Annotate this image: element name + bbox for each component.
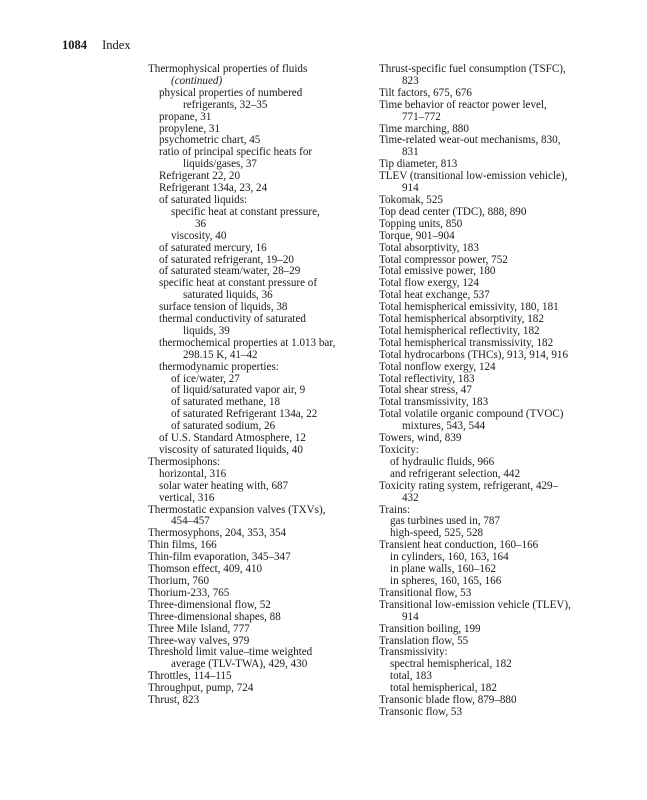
index-entry: Total hydrocarbons (THCs), 913, 914, 916 xyxy=(379,348,569,361)
index-subentry: 298.15 K, 41–42 xyxy=(183,348,258,361)
index-entry: Thin-film evaporation, 345–347 xyxy=(148,551,291,564)
index-entry: Total compressor power, 752 xyxy=(379,253,508,266)
index-entry: Transonic blade flow, 879–880 xyxy=(379,694,517,707)
index-entry: Total absorptivity, 183 xyxy=(379,241,479,254)
index-subentry: physical properties of numbered xyxy=(159,86,303,99)
index-entry: TLEV (transitional low-emission vehicle), xyxy=(379,170,568,183)
index-subentry: in plane walls, 160–162 xyxy=(390,563,496,576)
index-subentry: 914 xyxy=(402,182,419,195)
index-entry: Thermosyphons, 204, 353, 354 xyxy=(148,527,287,540)
index-subentry: propane, 31 xyxy=(159,110,212,123)
index-entry: Time-related wear-out mechanisms, 830, xyxy=(379,134,561,147)
index-subentry: of saturated steam/water, 28–29 xyxy=(159,265,301,278)
index-entry: Three-way valves, 979 xyxy=(148,634,250,647)
index-subentry: 432 xyxy=(402,491,419,504)
index-entry: Transmissivity: xyxy=(379,646,448,659)
index-entry: Transition boiling, 199 xyxy=(379,622,481,635)
index-subentry: solar water heating with, 687 xyxy=(159,479,289,492)
index-subentry: liquids/gases, 37 xyxy=(183,158,257,171)
index-entry: Thin films, 166 xyxy=(148,539,217,552)
index-entry: Top dead center (TDC), 888, 890 xyxy=(379,205,527,218)
index-entry: Total hemispherical emissivity, 180, 181 xyxy=(379,301,559,314)
index-entry: Total volatile organic compound (TVOC) xyxy=(379,408,564,421)
index-subentry: 914 xyxy=(402,610,419,623)
index-entry: Throughput, pump, 724 xyxy=(148,682,254,695)
index-subentry: 454–457 xyxy=(171,515,210,528)
index-entry: Tokomak, 525 xyxy=(379,193,443,206)
running-header xyxy=(62,38,131,52)
index-subentry: horizontal, 316 xyxy=(159,467,227,480)
index-entry: Total emissive power, 180 xyxy=(379,265,496,278)
index-subentry: saturated liquids, 36 xyxy=(183,289,273,302)
index-entry: Transient heat conduction, 160–166 xyxy=(379,539,539,552)
index-entry: Total hemispherical transmissivity, 182 xyxy=(379,336,554,349)
index-subentry: surface tension of liquids, 38 xyxy=(159,301,288,314)
index-entry: Trains: xyxy=(379,503,411,516)
index-subentry: viscosity of saturated liquids, 40 xyxy=(159,444,303,456)
index-subentry: psychometric chart, 45 xyxy=(159,134,261,147)
index-entry: Transitional low-emission vehicle (TLEV), xyxy=(379,598,571,611)
index-entry: Time behavior of reactor power level, xyxy=(379,98,547,111)
index-subentry: thermal conductivity of saturated xyxy=(159,313,306,326)
index-entry: Total hemispherical absorptivity, 182 xyxy=(379,313,544,326)
index-subentry: 823 xyxy=(402,74,419,87)
section-title: Index xyxy=(102,38,131,52)
index-subentry: of saturated methane, 18 xyxy=(171,396,281,409)
index-subentry: of saturated sodium, 26 xyxy=(171,420,276,433)
index-subentry: of liquid/saturated vapor air, 9 xyxy=(171,384,306,397)
index-entry: Tip diameter, 813 xyxy=(379,158,458,171)
index-subentry: Refrigerant 134a, 23, 24 xyxy=(159,182,268,195)
index-entry: Torque, 901–904 xyxy=(379,229,455,242)
index-entry: Thrust, 823 xyxy=(148,694,200,707)
index-subentry: vertical, 316 xyxy=(159,491,215,504)
index-entry: Transonic flow, 53 xyxy=(379,705,462,718)
index-entry: Thomson effect, 409, 410 xyxy=(148,563,263,576)
index-subentry: 831 xyxy=(402,146,419,159)
index-subentry: mixtures, 543, 544 xyxy=(402,420,486,433)
index-entry: Total reflectivity, 183 xyxy=(379,372,475,385)
index-subentry: thermodynamic properties: xyxy=(159,360,279,373)
index-column-right xyxy=(379,64,601,719)
index-subentry: of hydraulic fluids, 966 xyxy=(390,455,495,468)
index-subentry: specific heat at constant pressure, xyxy=(171,205,320,218)
page-number: 1084 xyxy=(62,38,87,52)
index-entry: Towers, wind, 839 xyxy=(379,432,462,445)
index-subentry: ratio of principal specific heats for xyxy=(159,146,313,159)
index-entry: Tilt factors, 675, 676 xyxy=(379,86,472,99)
index-entry: Throttles, 114–115 xyxy=(148,670,232,683)
index-subentry: gas turbines used in, 787 xyxy=(390,515,501,528)
index-entry: Thermosiphons: xyxy=(148,455,221,468)
index-subentry: (continued) xyxy=(171,74,223,87)
index-entry: Thorium-233, 765 xyxy=(148,586,230,599)
index-entry: Time marching, 880 xyxy=(379,122,469,135)
index-entry: Three Mile Island, 777 xyxy=(148,622,250,635)
index-entry: Thermophysical properties of fluids xyxy=(148,63,308,75)
index-subentry: of saturated Refrigerant 134a, 22 xyxy=(171,408,318,421)
index-subentry: 771–772 xyxy=(402,110,441,123)
index-subentry: in spheres, 160, 165, 166 xyxy=(390,574,502,587)
index-entry: Total heat exchange, 537 xyxy=(379,289,490,302)
index-subentry: total hemispherical, 182 xyxy=(390,682,497,695)
index-subentry: 36 xyxy=(195,217,207,230)
index-subentry: in cylinders, 160, 163, 164 xyxy=(390,551,509,564)
index-entry: Total transmissivity, 183 xyxy=(379,396,489,409)
index-entry: Three-dimensional shapes, 88 xyxy=(148,610,281,623)
index-entry: Toxicity: xyxy=(379,444,419,456)
index-subentry: spectral hemispherical, 182 xyxy=(390,658,512,671)
index-entry: Threshold limit value–time weighted xyxy=(148,646,313,659)
index-subentry: propylene, 31 xyxy=(159,122,220,135)
index-entry: Transitional flow, 53 xyxy=(379,586,472,599)
index-entry: Translation flow, 55 xyxy=(379,634,469,647)
index-subentry: total, 183 xyxy=(390,670,432,683)
index-entry: Toxicity rating system, refrigerant, 429– xyxy=(379,479,559,492)
index-entry: Topping units, 850 xyxy=(379,217,463,230)
index-subentry: and refrigerant selection, 442 xyxy=(390,467,520,480)
index-subentry: of U.S. Standard Atmosphere, 12 xyxy=(159,432,306,445)
index-entry: Thrust-specific fuel consumption (TSFC), xyxy=(379,63,566,75)
index-subentry: viscosity, 40 xyxy=(171,229,227,242)
index-entry: Total nonflow exergy, 124 xyxy=(379,360,496,373)
index-entry: Total hemispherical reflectivity, 182 xyxy=(379,324,540,337)
index-subentry: Refrigerant 22, 20 xyxy=(159,170,241,183)
index-subentry: average (TLV-TWA), 429, 430 xyxy=(171,658,308,671)
index-subentry: of saturated mercury, 16 xyxy=(159,241,267,254)
index-entry: Total flow exergy, 124 xyxy=(379,277,479,290)
index-subentry: of saturated refrigerant, 19–20 xyxy=(159,253,294,266)
index-subentry: high-speed, 525, 528 xyxy=(390,527,484,540)
index-subentry: specific heat at constant pressure of xyxy=(159,277,318,290)
index-entry: Thorium, 760 xyxy=(148,574,210,587)
index-entry: Three-dimensional flow, 52 xyxy=(148,598,271,611)
index-subentry: of saturated liquids: xyxy=(159,193,248,206)
index-subentry: thermochemical properties at 1.013 bar, xyxy=(159,336,336,349)
index-subentry: liquids, 39 xyxy=(183,324,230,337)
index-subentry: of ice/water, 27 xyxy=(171,372,240,385)
index-entry: Total shear stress, 47 xyxy=(379,384,472,397)
index-entry: Thermostatic expansion valves (TXVs), xyxy=(148,503,326,516)
index-subentry: refrigerants, 32–35 xyxy=(183,98,268,111)
index-column-left xyxy=(148,64,368,707)
